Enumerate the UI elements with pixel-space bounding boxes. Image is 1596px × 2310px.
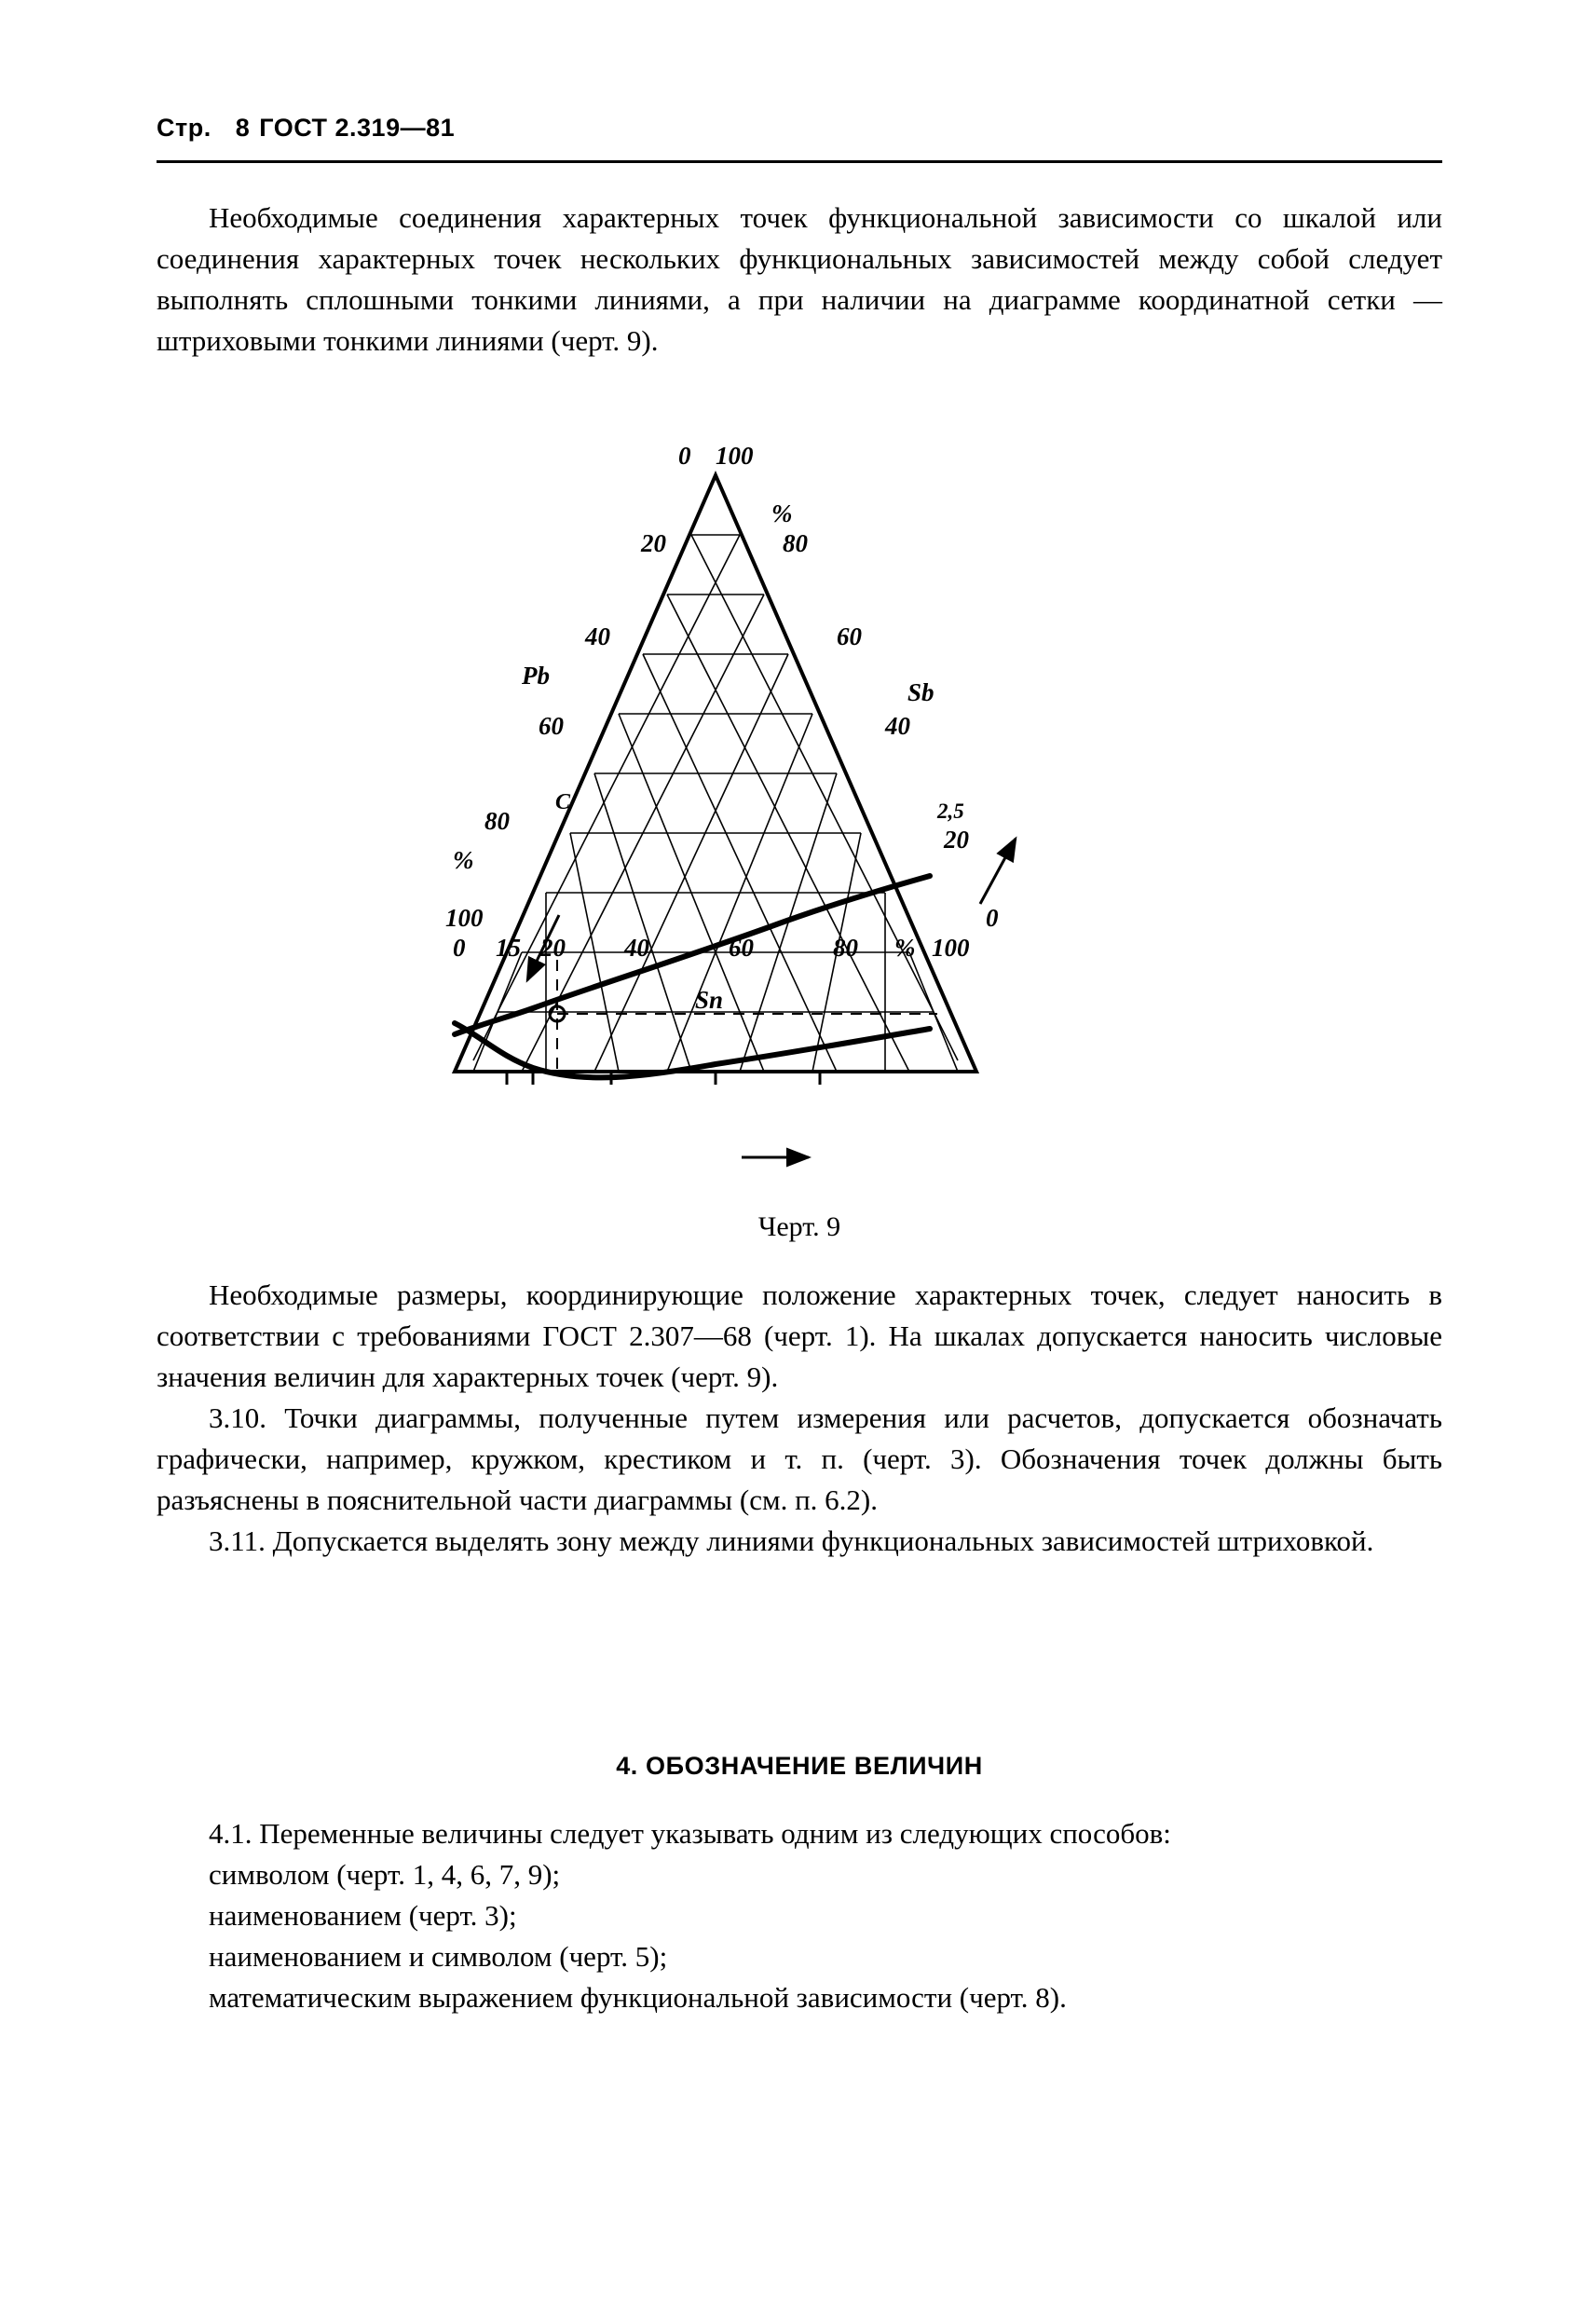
label-bottom-40: 40	[624, 934, 649, 962]
header-divider	[157, 160, 1442, 163]
paragraph-3-11: 3.11. Допускается выделять зону между линиями функциональных зависимостей штриховкой.	[209, 1524, 1374, 1557]
page-number: 8	[235, 114, 251, 142]
label-bottom-60: 60	[729, 934, 754, 962]
label-bottom-20: 20	[540, 934, 566, 962]
paragraph-block-2	[157, 1275, 1442, 1562]
label-bottom-80: 80	[833, 934, 858, 962]
section-heading-4: 4. ОБОЗНАЧЕНИЕ ВЕЛИЧИН	[616, 1752, 983, 1780]
label-left-40: 40	[585, 622, 610, 650]
label-pct-top: %	[771, 499, 793, 527]
label-right-25: 2,5	[937, 800, 964, 823]
label-right-0: 0	[986, 904, 999, 932]
paragraph-3-10: 3.10. Точки диаграммы, полученные путем измерения или расчетов, допускается обозначать графически, например, кружком, крестиком и т. п. (черт. 3). Обозначения точек должны быть разъяснены в пояснительной части диаграммы (см. п. 6.2).	[157, 1401, 1442, 1516]
label-left-100: 100	[445, 904, 484, 932]
label-sn: Sn	[695, 986, 724, 1014]
label-point-c: C	[555, 790, 571, 814]
label-bottom-15: 15	[496, 934, 521, 962]
label-right-20: 20	[944, 826, 969, 854]
list-item-name-symbol: наименованием и символом (черт. 5);	[209, 1940, 668, 1973]
label-pct-bottom: %	[894, 934, 916, 962]
label-left-80: 80	[484, 807, 510, 835]
label-right-80: 80	[783, 529, 808, 557]
page-label: Стр.	[157, 114, 211, 142]
label-bottom-100: 100	[932, 934, 970, 962]
page-header	[157, 114, 1442, 143]
paragraph-block-1	[157, 198, 1442, 362]
sb-arrow	[980, 839, 1016, 904]
list-item-math: математическим выражением функциональной зависимости (черт. 8).	[209, 1981, 1067, 2014]
label-left-60: 60	[539, 712, 564, 740]
paragraph-block-3	[157, 1813, 1442, 2018]
list-item-symbol: символом (черт. 1, 4, 6, 7, 9);	[209, 1858, 561, 1891]
paragraph-4-1: 4.1. Переменные величины следует указывать одним из следующих способов:	[209, 1817, 1171, 1850]
label-pct-left: %	[453, 846, 474, 874]
figure-chart-9	[157, 438, 1442, 1221]
ternary-labels	[445, 442, 999, 1014]
label-apex-top-right: 100	[716, 442, 754, 470]
label-right-40: 40	[885, 712, 910, 740]
standard-number: ГОСТ 2.319—81	[259, 114, 456, 142]
label-pb: Pb	[522, 662, 550, 690]
label-left-20: 20	[641, 529, 666, 557]
label-apex-top-left: 0	[678, 442, 691, 470]
label-right-60: 60	[837, 622, 862, 650]
paragraph-intro: Необходимые соединения характерных точек функциональной зависимости со шкалой или соединения характерных точек нескольких функциональных зависимостей между собой следует выполнять сплошными тонкими линиями, а при наличии на диаграмме координатной сетки — штриховыми тонкими линиями (черт. 9).	[157, 201, 1442, 357]
label-sb: Sb	[907, 678, 934, 706]
list-item-name: наименованием (черт. 3);	[209, 1899, 517, 1932]
paragraph-dimensions: Необходимые размеры, координирующие положение характерных точек, следует наносить в соответствии с требованиями ГОСТ 2.307—68 (черт. 1). На шкалах допускается наносить числовые значения величин для характерных точек (черт. 9).	[157, 1278, 1442, 1393]
ternary-diagram-svg	[157, 438, 1442, 1221]
figure-caption: Черт. 9	[757, 1211, 841, 1242]
label-bottom-0-left: 0	[453, 934, 466, 962]
